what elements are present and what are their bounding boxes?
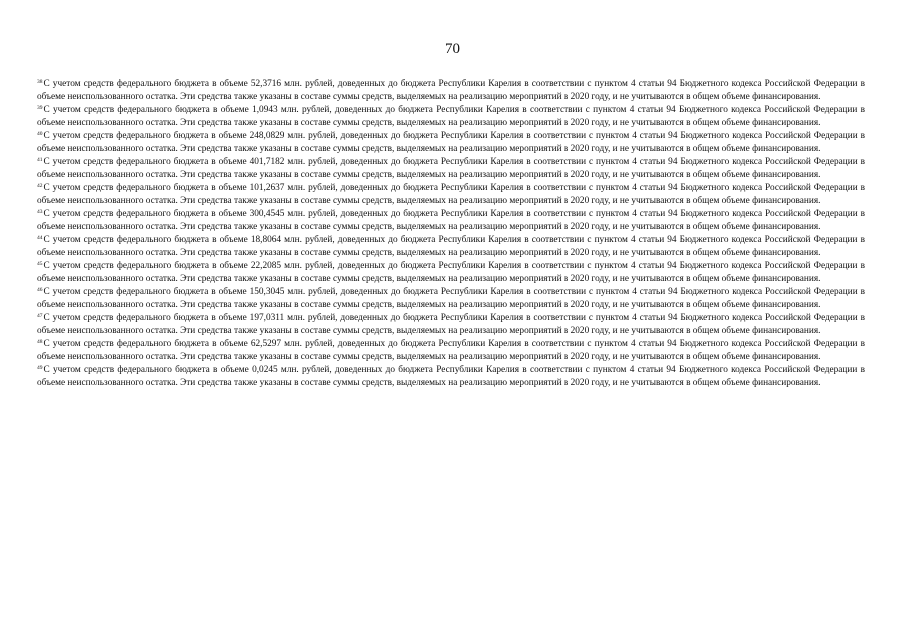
footnote [37,286,865,312]
footnotes-section [37,78,865,390]
footnote-text: С учетом средств федерального бюджета в объеме 197,0311 млн. рублей, доведенных до бюджета Республики Карелия в соответствии с пунктом 4 статьи 94 Бюджетного кодекса Российской Федерации в объеме неиспользованного остатка. Эти средства также указаны в составе суммы средств, выделяемых на реализацию мероприятий в 2020 году, и не учитываются в общем объеме финансирования. [37,313,865,336]
footnote-text: С учетом средств федерального бюджета в объеме 0,0245 млн. рублей, доведенных до бюджета Республики Карелия в соответствии с пунктом 4 статьи 94 Бюджетного кодекса Российской Федерации в объеме неиспользованного остатка. Эти средства также указаны в составе суммы средств, выделяемых на реализацию мероприятий в 2020 году, и не учитываются в общем объеме финансирования. [37,365,865,388]
footnote [37,312,865,338]
footnote [37,104,865,130]
footnote-text: С учетом средств федерального бюджета в объеме 401,7182 млн. рублей, доведенных до бюджета Республики Карелия в соответствии с пунктом 4 статьи 94 Бюджетного кодекса Российской Федерации в объеме неиспользованного остатка. Эти средства также указаны в составе суммы средств, выделяемых на реализацию мероприятий в 2020 году, и не учитываются в общем объеме финансирования. [37,157,865,180]
footnote-number: 45 [37,261,43,267]
footnote-text: С учетом средств федерального бюджета в объеме 52,3716 млн. рублей, доведенных до бюджета Республики Карелия в соответствии с пунктом 4 статьи 94 Бюджетного кодекса Российской Федерации в объеме неиспользованного остатка. Эти средства также указаны в составе суммы средств, выделяемых на реализацию мероприятий в 2020 году, и не учитываются в общем объеме финансирования. [37,79,865,102]
footnote-number: 49 [37,365,43,371]
footnote [37,78,865,104]
footnote [37,182,865,208]
footnote [37,260,865,286]
footnote-number: 39 [37,105,43,111]
footnote-number: 38 [37,79,43,85]
footnote-number: 46 [37,287,43,293]
footnote-text: С учетом средств федерального бюджета в объеме 1,0943 млн. рублей, доведенных до бюджета Республики Карелия в соответствии с пунктом 4 статьи 94 Бюджетного кодекса Российской Федерации в объеме неиспользованного остатка. Эти средства также указаны в составе суммы средств, выделяемых на реализацию мероприятий в 2020 году, и не учитываются в общем объеме финансирования. [37,105,865,128]
footnote-number: 43 [37,209,43,215]
footnote [37,364,865,390]
footnote-text: С учетом средств федерального бюджета в объеме 18,8064 млн. рублей, доведенных до бюджета Республики Карелия в соответствии с пунктом 4 статьи 94 Бюджетного кодекса Российской Федерации в объеме неиспользованного остатка. Эти средства также указаны в составе суммы средств, выделяемых на реализацию мероприятий в 2020 году, и не учитываются в общем объеме финансирования. [37,235,865,258]
footnote-text: С учетом средств федерального бюджета в объеме 248,0829 млн. рублей, доведенных до бюджета Республики Карелия в соответствии с пунктом 4 статьи 94 Бюджетного кодекса Российской Федерации в объеме неиспользованного остатка. Эти средства также указаны в составе суммы средств, выделяемых на реализацию мероприятий в 2020 году, и не учитываются в общем объеме финансирования. [37,131,865,154]
footnote-text: С учетом средств федерального бюджета в объеме 300,4545 млн. рублей, доведенных до бюджета Республики Карелия в соответствии с пунктом 4 статьи 94 Бюджетного кодекса Российской Федерации в объеме неиспользованного остатка. Эти средства также указаны в составе суммы средств, выделяемых на реализацию мероприятий в 2020 году, и не учитываются в общем объеме финансирования. [37,209,865,232]
footnote [37,130,865,156]
footnote-text: С учетом средств федерального бюджета в объеме 22,2085 млн. рублей, доведенных до бюджета Республики Карелия в соответствии с пунктом 4 статьи 94 Бюджетного кодекса Российской Федерации в объеме неиспользованного остатка. Эти средства также указаны в составе суммы средств, выделяемых на реализацию мероприятий в 2020 году, и не учитываются в общем объеме финансирования. [37,261,865,284]
footnote-number: 47 [37,313,43,319]
footnote-number: 48 [37,339,43,345]
footnote [37,234,865,260]
footnote [37,208,865,234]
footnote [37,156,865,182]
footnote-number: 42 [37,183,43,189]
footnote-text: С учетом средств федерального бюджета в объеме 150,3045 млн. рублей, доведенных до бюджета Республики Карелия в соответствии с пунктом 4 статьи 94 Бюджетного кодекса Российской Федерации в объеме неиспользованного остатка. Эти средства также указаны в составе суммы средств, выделяемых на реализацию мероприятий в 2020 году, и не учитываются в общем объеме финансирования. [37,287,865,310]
page-number: 70 [445,41,460,57]
footnote-number: 44 [37,235,43,241]
footnote [37,338,865,364]
footnote-number: 40 [37,131,43,137]
footnote-number: 41 [37,157,43,163]
footnote-text: С учетом средств федерального бюджета в объеме 101,2637 млн. рублей, доведенных до бюджета Республики Карелия в соответствии с пунктом 4 статьи 94 Бюджетного кодекса Российской Федерации в объеме неиспользованного остатка. Эти средства также указаны в составе суммы средств, выделяемых на реализацию мероприятий в 2020 году, и не учитываются в общем объеме финансирования. [37,183,865,206]
footnote-text: С учетом средств федерального бюджета в объеме 62,5297 млн. рублей, доведенных до бюджета Республики Карелия в соответствии с пунктом 4 статьи 94 Бюджетного кодекса Российской Федерации в объеме неиспользованного остатка. Эти средства также указаны в составе суммы средств, выделяемых на реализацию мероприятий в 2020 году, и не учитываются в общем объеме финансирования. [37,339,865,362]
